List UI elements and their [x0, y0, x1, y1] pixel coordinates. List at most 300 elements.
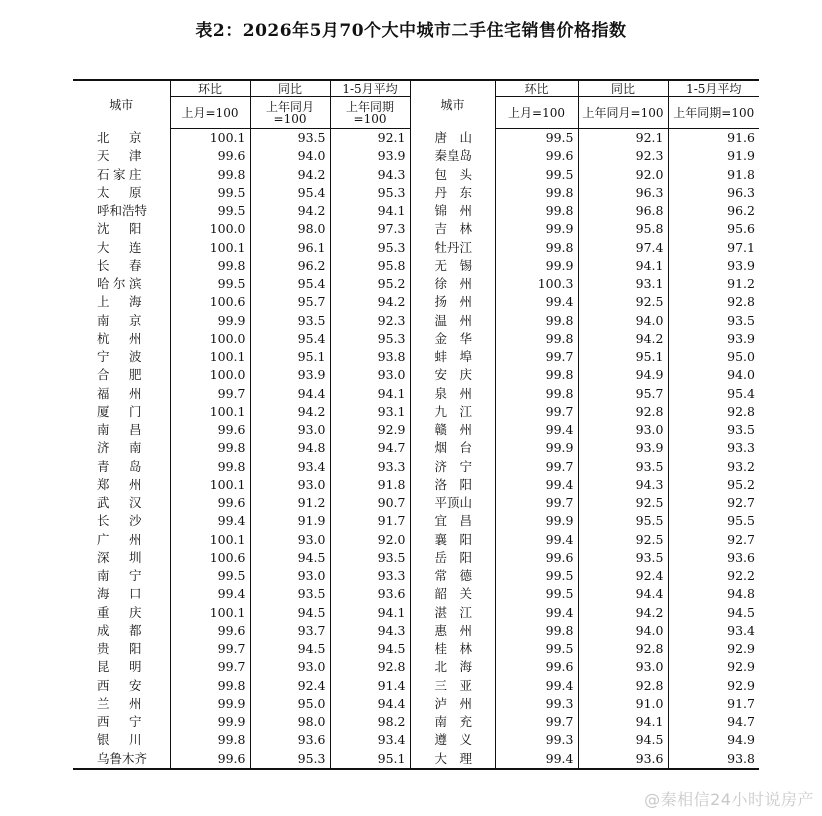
mom-cell: 99.4 [170, 512, 250, 530]
yoy-cell: 93.9 [250, 366, 330, 384]
mom-cell: 100.0 [170, 366, 250, 384]
yoy-cell: 93.5 [250, 312, 330, 330]
table-row [73, 239, 759, 257]
yoy-cell: 91.0 [578, 695, 668, 713]
ytd-base-header: 上年同期=100 [330, 97, 410, 129]
mom-cell: 99.7 [495, 713, 578, 731]
ytd-cell: 97.1 [668, 239, 759, 257]
ytd-cell: 94.3 [330, 622, 410, 640]
price-index-table [73, 79, 759, 770]
city-cell: 南 昌 [97, 422, 142, 438]
ytd-cell: 94.3 [330, 166, 410, 184]
table-row [73, 275, 759, 293]
ytd-cell: 95.5 [668, 512, 759, 530]
city-cell: 郑 州 [97, 476, 142, 492]
city-cell: 长 沙 [97, 513, 142, 529]
yoy-cell: 94.0 [578, 622, 668, 640]
yoy-cell: 95.5 [578, 512, 668, 530]
ytd-cell: 91.8 [668, 166, 759, 184]
city-cell: 太 原 [97, 184, 142, 200]
mom-cell: 99.5 [170, 275, 250, 293]
ytd-cell: 93.4 [330, 731, 410, 749]
mom-cell: 99.5 [170, 202, 250, 220]
mom-cell: 100.6 [170, 549, 250, 567]
yoy-cell: 96.2 [250, 257, 330, 275]
ytd-cell: 91.9 [668, 147, 759, 165]
ytd-header: 1-5月平均 [668, 80, 759, 97]
yoy-cell: 94.2 [578, 330, 668, 348]
mom-cell: 100.1 [170, 604, 250, 622]
table-row [73, 220, 759, 238]
table-row [73, 567, 759, 585]
ytd-cell: 94.1 [330, 604, 410, 622]
city-cell: 石家庄 [97, 166, 142, 182]
table-row [73, 184, 759, 202]
table-row [73, 731, 759, 749]
ytd-cell: 92.9 [668, 658, 759, 676]
city-cell: 广 州 [97, 531, 142, 547]
ytd-cell: 95.6 [668, 220, 759, 238]
city-cell: 厦 门 [97, 403, 142, 419]
ytd-cell: 95.2 [668, 476, 759, 494]
yoy-cell: 91.9 [250, 512, 330, 530]
ytd-cell: 92.9 [330, 421, 410, 439]
yoy-cell: 96.3 [578, 184, 668, 202]
mom-cell: 99.8 [495, 184, 578, 202]
mom-cell: 99.4 [495, 750, 578, 769]
mom-cell: 99.4 [495, 677, 578, 695]
yoy-cell: 93.0 [578, 658, 668, 676]
city-cell: 大 连 [97, 239, 142, 255]
mom-cell: 99.5 [495, 567, 578, 585]
yoy-header: 同比 [250, 80, 330, 97]
yoy-cell: 94.2 [250, 202, 330, 220]
mom-cell: 99.6 [495, 549, 578, 567]
city-cell: 西 安 [97, 677, 142, 693]
yoy-cell: 94.4 [578, 585, 668, 603]
table-row [73, 512, 759, 530]
mom-cell: 99.7 [170, 658, 250, 676]
yoy-cell: 93.9 [578, 439, 668, 457]
city-cell: 深 圳 [97, 549, 142, 565]
ytd-cell: 95.3 [330, 330, 410, 348]
mom-cell: 99.8 [495, 239, 578, 257]
mom-cell: 99.7 [170, 640, 250, 658]
ytd-cell: 93.8 [330, 348, 410, 366]
yoy-cell: 97.4 [578, 239, 668, 257]
mom-cell: 99.5 [495, 166, 578, 184]
ytd-cell: 92.7 [668, 494, 759, 512]
ytd-cell: 93.4 [668, 622, 759, 640]
table-row [73, 202, 759, 220]
mom-cell: 99.9 [495, 512, 578, 530]
mom-cell: 100.3 [495, 275, 578, 293]
mom-cell: 99.4 [495, 604, 578, 622]
mom-cell: 100.1 [170, 129, 250, 148]
ytd-cell: 94.5 [330, 640, 410, 658]
yoy-cell: 92.4 [250, 677, 330, 695]
city-cell: 桂 林 [410, 640, 495, 658]
ytd-cell: 93.5 [668, 421, 759, 439]
city-cell: 南 京 [97, 312, 142, 328]
ytd-cell: 96.2 [668, 202, 759, 220]
city-cell: 蚌 埠 [410, 348, 495, 366]
city-cell: 泸 州 [410, 695, 495, 713]
city-cell: 北 海 [410, 658, 495, 676]
ytd-cell: 98.2 [330, 713, 410, 731]
mom-cell: 99.3 [495, 695, 578, 713]
mom-cell: 100.1 [170, 348, 250, 366]
ytd-cell: 94.7 [668, 713, 759, 731]
table-row [73, 658, 759, 676]
ytd-cell: 93.9 [668, 330, 759, 348]
table-row [73, 640, 759, 658]
mom-cell: 99.5 [170, 184, 250, 202]
city-cell: 洛 阳 [410, 476, 495, 494]
city-cell: 吉 林 [410, 220, 495, 238]
ytd-cell: 95.3 [330, 239, 410, 257]
mom-cell: 99.9 [495, 439, 578, 457]
table-row [73, 677, 759, 695]
table-row [73, 713, 759, 731]
mom-cell: 99.6 [170, 622, 250, 640]
mom-cell: 99.6 [170, 147, 250, 165]
ytd-cell: 92.9 [668, 677, 759, 695]
table-row [73, 403, 759, 421]
yoy-cell: 95.1 [250, 348, 330, 366]
ytd-header: 1-5月平均 [330, 80, 410, 97]
ytd-cell: 95.1 [330, 750, 410, 769]
ytd-cell: 91.7 [668, 695, 759, 713]
yoy-cell: 93.0 [578, 421, 668, 439]
city-cell: 锦 州 [410, 202, 495, 220]
yoy-cell: 94.3 [578, 476, 668, 494]
yoy-cell: 95.3 [250, 750, 330, 769]
yoy-cell: 92.5 [578, 494, 668, 512]
yoy-cell: 93.6 [578, 750, 668, 769]
ytd-cell: 91.6 [668, 129, 759, 148]
mom-cell: 99.8 [170, 257, 250, 275]
ytd-cell: 91.8 [330, 476, 410, 494]
mom-cell: 99.8 [170, 166, 250, 184]
table-row [73, 147, 759, 165]
yoy-cell: 95.1 [578, 348, 668, 366]
ytd-cell: 94.8 [668, 585, 759, 603]
ytd-cell: 95.3 [330, 184, 410, 202]
yoy-cell: 94.5 [578, 731, 668, 749]
mom-cell: 100.0 [170, 220, 250, 238]
mom-header: 环比 [495, 80, 578, 97]
table-row [73, 330, 759, 348]
city-cell: 银 川 [97, 732, 142, 748]
city-cell: 呼和浩特 [97, 203, 148, 219]
mom-cell: 99.8 [170, 677, 250, 695]
ytd-cell: 90.7 [330, 494, 410, 512]
yoy-cell: 92.1 [578, 129, 668, 148]
ytd-cell: 93.6 [668, 549, 759, 567]
ytd-cell: 96.3 [668, 184, 759, 202]
city-cell: 南 充 [410, 713, 495, 731]
city-cell: 牡丹江 [410, 239, 495, 257]
mom-cell: 99.9 [170, 695, 250, 713]
yoy-base-header: 上年同月=100 [578, 97, 668, 129]
mom-cell: 99.9 [170, 713, 250, 731]
ytd-cell: 92.8 [668, 403, 759, 421]
ytd-cell: 93.8 [668, 750, 759, 769]
ytd-cell: 92.8 [330, 658, 410, 676]
city-cell: 沈 阳 [97, 221, 142, 237]
mom-cell: 99.8 [170, 731, 250, 749]
ytd-cell: 94.4 [330, 695, 410, 713]
table-row [73, 366, 759, 384]
yoy-cell: 94.1 [578, 257, 668, 275]
city-cell: 无 锡 [410, 257, 495, 275]
yoy-cell: 95.4 [250, 184, 330, 202]
yoy-cell: 93.5 [250, 129, 330, 148]
yoy-cell: 93.1 [578, 275, 668, 293]
yoy-cell: 94.5 [250, 549, 330, 567]
city-cell: 常 德 [410, 567, 495, 585]
ytd-cell: 94.1 [330, 385, 410, 403]
ytd-cell: 94.5 [668, 604, 759, 622]
yoy-cell: 93.6 [250, 731, 330, 749]
city-cell: 长 春 [97, 257, 142, 273]
yoy-cell: 93.5 [250, 585, 330, 603]
ytd-cell: 94.2 [330, 293, 410, 311]
ytd-cell: 92.0 [330, 531, 410, 549]
table-row [73, 385, 759, 403]
yoy-cell: 98.0 [250, 220, 330, 238]
city-cell: 武 汉 [97, 495, 142, 511]
city-cell: 遵 义 [410, 731, 495, 749]
city-column-header: 城市 [73, 80, 170, 129]
yoy-cell: 93.7 [250, 622, 330, 640]
mom-cell: 99.9 [495, 220, 578, 238]
yoy-cell: 91.2 [250, 494, 330, 512]
ytd-cell: 92.3 [330, 312, 410, 330]
city-cell: 兰 州 [97, 695, 142, 711]
table-row [73, 476, 759, 494]
ytd-cell: 93.5 [668, 312, 759, 330]
ytd-cell: 95.2 [330, 275, 410, 293]
yoy-cell: 95.4 [250, 330, 330, 348]
city-cell: 扬 州 [410, 293, 495, 311]
yoy-cell: 92.8 [578, 403, 668, 421]
ytd-base-header: 上年同期=100 [668, 97, 759, 129]
city-cell: 秦皇岛 [410, 147, 495, 165]
city-cell: 贵 阳 [97, 641, 142, 657]
city-cell: 天 津 [97, 148, 142, 164]
yoy-header: 同比 [578, 80, 668, 97]
ytd-cell: 94.7 [330, 439, 410, 457]
city-cell: 乌鲁木齐 [73, 750, 170, 769]
mom-cell: 100.0 [170, 330, 250, 348]
city-cell: 杭 州 [97, 330, 142, 346]
mom-cell: 99.4 [495, 531, 578, 549]
city-cell: 平顶山 [410, 494, 495, 512]
mom-cell: 100.6 [170, 293, 250, 311]
city-cell: 成 都 [97, 622, 142, 638]
mom-cell: 99.6 [170, 750, 250, 769]
mom-cell: 99.4 [495, 293, 578, 311]
yoy-cell: 92.5 [578, 531, 668, 549]
watermark: @秦相信24小时说房产 [644, 790, 814, 809]
ytd-cell: 93.6 [330, 585, 410, 603]
yoy-cell: 94.5 [250, 640, 330, 658]
ytd-cell: 92.1 [330, 129, 410, 148]
city-cell: 青 岛 [97, 458, 142, 474]
yoy-cell: 92.0 [578, 166, 668, 184]
table-row [73, 348, 759, 366]
yoy-cell: 93.0 [250, 658, 330, 676]
mom-cell: 99.8 [495, 622, 578, 640]
mom-cell: 100.1 [170, 476, 250, 494]
table-row [73, 458, 759, 476]
mom-cell: 99.6 [495, 147, 578, 165]
yoy-cell: 94.2 [250, 166, 330, 184]
mom-cell: 99.8 [170, 439, 250, 457]
yoy-cell: 93.0 [250, 531, 330, 549]
mom-header: 环比 [170, 80, 250, 97]
city-cell: 合 肥 [97, 367, 142, 383]
table-row [73, 129, 759, 148]
yoy-cell: 96.8 [578, 202, 668, 220]
city-cell: 福 州 [97, 385, 142, 401]
mom-cell: 99.4 [495, 476, 578, 494]
city-cell: 岳 阳 [410, 549, 495, 567]
yoy-cell: 93.0 [250, 421, 330, 439]
yoy-cell: 94.2 [250, 403, 330, 421]
city-cell: 安 庆 [410, 366, 495, 384]
ytd-cell: 92.9 [668, 640, 759, 658]
table-row [73, 695, 759, 713]
ytd-cell: 93.3 [330, 458, 410, 476]
table-row [73, 585, 759, 603]
table-row [73, 439, 759, 457]
yoy-cell: 94.8 [250, 439, 330, 457]
ytd-cell: 91.2 [668, 275, 759, 293]
ytd-cell: 93.9 [668, 257, 759, 275]
table-title: 表2：2026年5月70个大中城市二手住宅销售价格指数 [195, 21, 627, 41]
ytd-cell: 92.8 [668, 293, 759, 311]
mom-cell: 100.1 [170, 403, 250, 421]
ytd-cell: 95.4 [668, 385, 759, 403]
city-cell: 重 庆 [97, 604, 142, 620]
table-row [73, 531, 759, 549]
table-row [73, 549, 759, 567]
table-row [73, 604, 759, 622]
yoy-cell: 94.0 [250, 147, 330, 165]
mom-cell: 99.6 [170, 494, 250, 512]
yoy-cell: 93.0 [250, 476, 330, 494]
yoy-cell: 98.0 [250, 713, 330, 731]
city-cell: 烟 台 [410, 439, 495, 457]
ytd-cell: 95.8 [330, 257, 410, 275]
city-cell: 海 口 [97, 586, 142, 602]
city-cell: 赣 州 [410, 421, 495, 439]
city-cell: 包 头 [410, 166, 495, 184]
city-cell: 金 华 [410, 330, 495, 348]
city-cell: 韶 关 [410, 585, 495, 603]
yoy-cell: 92.8 [578, 677, 668, 695]
mom-base-header: 上月=100 [170, 97, 250, 129]
yoy-cell: 93.4 [250, 458, 330, 476]
table-row [73, 257, 759, 275]
yoy-cell: 93.0 [250, 567, 330, 585]
mom-cell: 99.9 [495, 257, 578, 275]
ytd-cell: 93.0 [330, 366, 410, 384]
mom-cell: 99.7 [170, 385, 250, 403]
mom-cell: 99.8 [495, 202, 578, 220]
city-cell: 襄 阳 [410, 531, 495, 549]
yoy-cell: 94.0 [578, 312, 668, 330]
table-row [73, 622, 759, 640]
ytd-cell: 92.2 [668, 567, 759, 585]
table-row [73, 312, 759, 330]
ytd-cell: 94.1 [330, 202, 410, 220]
yoy-cell: 95.0 [250, 695, 330, 713]
mom-cell: 99.8 [495, 312, 578, 330]
mom-cell: 99.7 [495, 348, 578, 366]
mom-cell: 99.4 [495, 421, 578, 439]
mom-base-header: 上月=100 [495, 97, 578, 129]
table-row [73, 494, 759, 512]
city-cell: 九 江 [410, 403, 495, 421]
ytd-cell: 93.5 [330, 549, 410, 567]
yoy-cell: 92.4 [578, 567, 668, 585]
city-cell: 北 京 [97, 129, 142, 145]
city-cell: 惠 州 [410, 622, 495, 640]
city-cell: 唐 山 [410, 129, 495, 148]
mom-cell: 99.6 [495, 658, 578, 676]
mom-cell: 99.4 [170, 585, 250, 603]
city-cell: 宁 波 [97, 349, 142, 365]
city-cell: 湛 江 [410, 604, 495, 622]
yoy-cell: 92.8 [578, 640, 668, 658]
yoy-cell: 95.8 [578, 220, 668, 238]
mom-cell: 99.9 [170, 312, 250, 330]
mom-cell: 99.5 [170, 567, 250, 585]
city-cell: 大 理 [410, 750, 495, 769]
city-cell: 三 亚 [410, 677, 495, 695]
table-row [73, 293, 759, 311]
ytd-cell: 93.2 [668, 458, 759, 476]
ytd-cell: 93.9 [330, 147, 410, 165]
mom-cell: 99.5 [495, 640, 578, 658]
city-cell: 上 海 [97, 294, 142, 310]
city-cell: 济 南 [97, 440, 142, 456]
table-row [73, 166, 759, 184]
table-body [73, 129, 759, 769]
mom-cell: 99.5 [495, 129, 578, 148]
city-cell: 昆 明 [97, 659, 142, 675]
city-cell: 济 宁 [410, 458, 495, 476]
table-row [73, 750, 759, 769]
table-row [73, 421, 759, 439]
mom-cell: 100.1 [170, 239, 250, 257]
mom-cell: 99.8 [495, 366, 578, 384]
yoy-cell: 95.7 [250, 293, 330, 311]
city-cell: 温 州 [410, 312, 495, 330]
ytd-cell: 95.0 [668, 348, 759, 366]
yoy-cell: 94.5 [250, 604, 330, 622]
yoy-cell: 94.1 [578, 713, 668, 731]
mom-cell: 99.7 [495, 458, 578, 476]
city-cell: 徐 州 [410, 275, 495, 293]
city-cell: 南 宁 [97, 568, 142, 584]
ytd-cell: 92.7 [668, 531, 759, 549]
yoy-cell: 94.4 [250, 385, 330, 403]
